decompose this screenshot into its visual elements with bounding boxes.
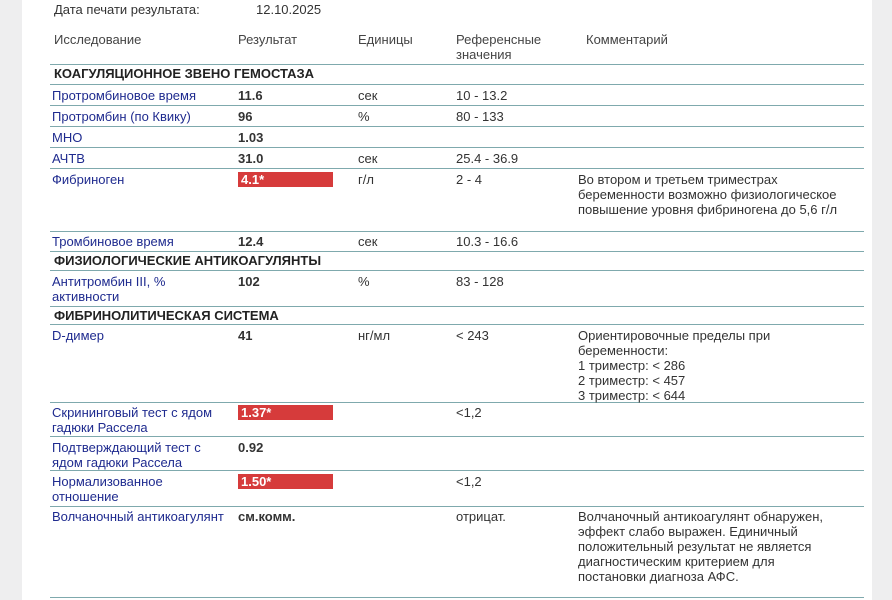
table-row — [50, 172, 864, 232]
reference-range: 2 - 4 — [456, 172, 483, 187]
reference-range: отрицат. — [456, 509, 506, 524]
test-name[interactable]: АЧТВ — [52, 151, 85, 166]
result-value: 0.92 — [238, 440, 264, 455]
reference-range: 10.3 - 16.6 — [456, 234, 519, 249]
table-row — [50, 509, 864, 598]
result-value: 41 — [238, 328, 253, 343]
reference-range: 25.4 - 36.9 — [456, 151, 519, 166]
section-title: КОАГУЛЯЦИОННОЕ ЗВЕНО ГЕМОСТАЗА — [54, 66, 315, 81]
section-title: ФИЗИОЛОГИЧЕСКИЕ АНТИКОАГУЛЯНТЫ — [54, 253, 322, 268]
comment: Во втором и третьем триместрах беременности возможно физиологическое повышение уровня фибриногена до 5,6 г/л — [578, 172, 838, 217]
units: % — [358, 274, 370, 289]
table-row — [50, 328, 864, 403]
section-header — [50, 308, 864, 325]
test-name[interactable]: Протромбиновое время — [52, 88, 197, 103]
result-value: 1.03 — [238, 130, 264, 145]
header-test: Исследование — [54, 32, 142, 47]
result-value: 31.0 — [238, 151, 264, 166]
reference-range: <1,2 — [456, 474, 482, 489]
result-value: 102 — [238, 274, 260, 289]
table-row — [50, 88, 864, 106]
units: г/л — [358, 172, 374, 187]
table-row — [50, 440, 864, 471]
comment: Волчаночный антикоагулянт обнаружен, эффект слабо выражен. Единичный положительный результат не является диагностическим критерием для постановки диагноза АФС. — [578, 509, 823, 584]
header-result: Результат — [238, 32, 298, 47]
test-name[interactable]: Протромбин (по Квику) — [52, 109, 191, 124]
test-name[interactable]: Антитромбин III, % активности — [52, 274, 166, 304]
units: % — [358, 109, 370, 124]
units: сек — [358, 88, 378, 103]
header-units: Единицы — [358, 32, 413, 47]
table-row — [50, 405, 864, 437]
test-name[interactable]: Подтверждающий тест с ядом гадюки Рассела — [52, 440, 201, 470]
table-row — [50, 109, 864, 127]
test-name[interactable]: Нормализованное отношение — [52, 474, 163, 504]
section-header — [50, 253, 864, 271]
result-value: 96 — [238, 109, 253, 124]
table-row — [50, 474, 864, 507]
reference-range: < 243 — [456, 328, 489, 343]
reference-range: <1,2 — [456, 405, 482, 420]
units: нг/мл — [358, 328, 391, 343]
test-name[interactable]: Фибриноген — [52, 172, 125, 187]
reference-range: 83 - 128 — [456, 274, 504, 289]
table-header — [50, 32, 864, 65]
result-value: см.комм. — [238, 509, 296, 524]
units: сек — [358, 234, 378, 249]
table-row — [50, 130, 864, 148]
result-value: 1.37* — [238, 405, 333, 420]
reference-range: 10 - 13.2 — [456, 88, 508, 103]
test-name[interactable]: МНО — [52, 130, 83, 145]
result-value: 11.6 — [238, 88, 263, 103]
section-header — [50, 66, 864, 85]
table-row — [50, 274, 864, 307]
header-comment: Комментарий — [586, 32, 668, 47]
reference-range: 80 - 133 — [456, 109, 504, 124]
print-date: 12.10.2025 — [256, 2, 322, 17]
result-value: 1.50* — [238, 474, 333, 489]
result-value: 12.4 — [238, 234, 264, 249]
table-row — [50, 151, 864, 169]
test-name[interactable]: Тромбиновое время — [52, 234, 174, 249]
result-value: 4.1* — [238, 172, 333, 187]
print-date-label: Дата печати результата: — [54, 2, 200, 17]
header-ref: Референсные значения — [456, 32, 542, 62]
results-page — [22, 0, 872, 600]
test-name[interactable]: Волчаночный антикоагулянт — [52, 509, 224, 524]
test-name[interactable]: Скрининговый тест с ядом гадюки Рассела — [52, 405, 213, 435]
units: сек — [358, 151, 378, 166]
section-title: ФИБРИНОЛИТИЧЕСКАЯ СИСТЕМА — [54, 308, 279, 323]
comment: Ориентировочные пределы при беременности: 1 триместр: < 286 2 триместр: < 457 3 триместр: < 644 — [578, 328, 771, 403]
table-row — [50, 234, 864, 252]
test-name[interactable]: D-димер — [52, 328, 104, 343]
